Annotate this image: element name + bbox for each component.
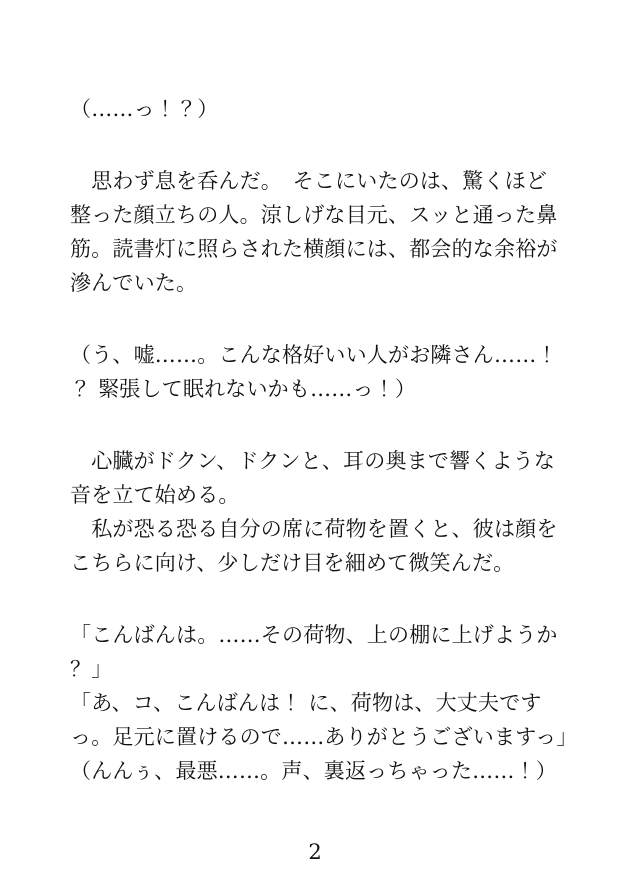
text-line: （んんぅ、最悪……。声、裏返っちゃった……！） <box>70 759 557 783</box>
text-line: 滲んでいた。 <box>70 271 198 295</box>
text-line: っ。足元に置けるので……ありがとうございますっ」 <box>70 725 578 749</box>
blank-line <box>70 580 600 618</box>
blank-line <box>70 406 600 444</box>
blank-line <box>70 300 600 338</box>
page-number: 2 <box>308 840 322 864</box>
text-line: 音を立て始める。 <box>70 483 240 507</box>
text-line: 筋。読書灯に照らされた横顔には、都会的な余裕が <box>70 237 558 261</box>
text-line: 整った顔立ちの人。涼しげな目元、スッと通った鼻 <box>70 203 558 227</box>
blank-line <box>70 126 600 164</box>
text-line: 「こんばんは。……その荷物、上の棚に上げようか <box>70 623 558 647</box>
text-line: 思わず息を呑んだ。 そこにいたのは、驚くほど <box>70 169 548 193</box>
text-line: ？ 緊張して眠れないかも……っ！） <box>70 377 417 401</box>
text-line: 「あ、コ、こんばんは！ に、荷物は、大丈夫です <box>70 691 542 715</box>
body-text <box>70 92 600 788</box>
text-line: こちらに向け、少しだけ目を細めて微笑んだ。 <box>70 551 515 575</box>
text-line: 心臓がドクン、ドクンと、耳の奥まで響くような <box>70 449 556 473</box>
text-line: （……っ！？） <box>70 97 219 121</box>
text-line: （う、嘘……。こんな格好いい人がお隣さん……！ <box>70 343 558 367</box>
text-line: ？」 <box>70 657 113 681</box>
text-line: 私が恐る恐る自分の席に荷物を置くと、彼は顔を <box>70 517 558 541</box>
